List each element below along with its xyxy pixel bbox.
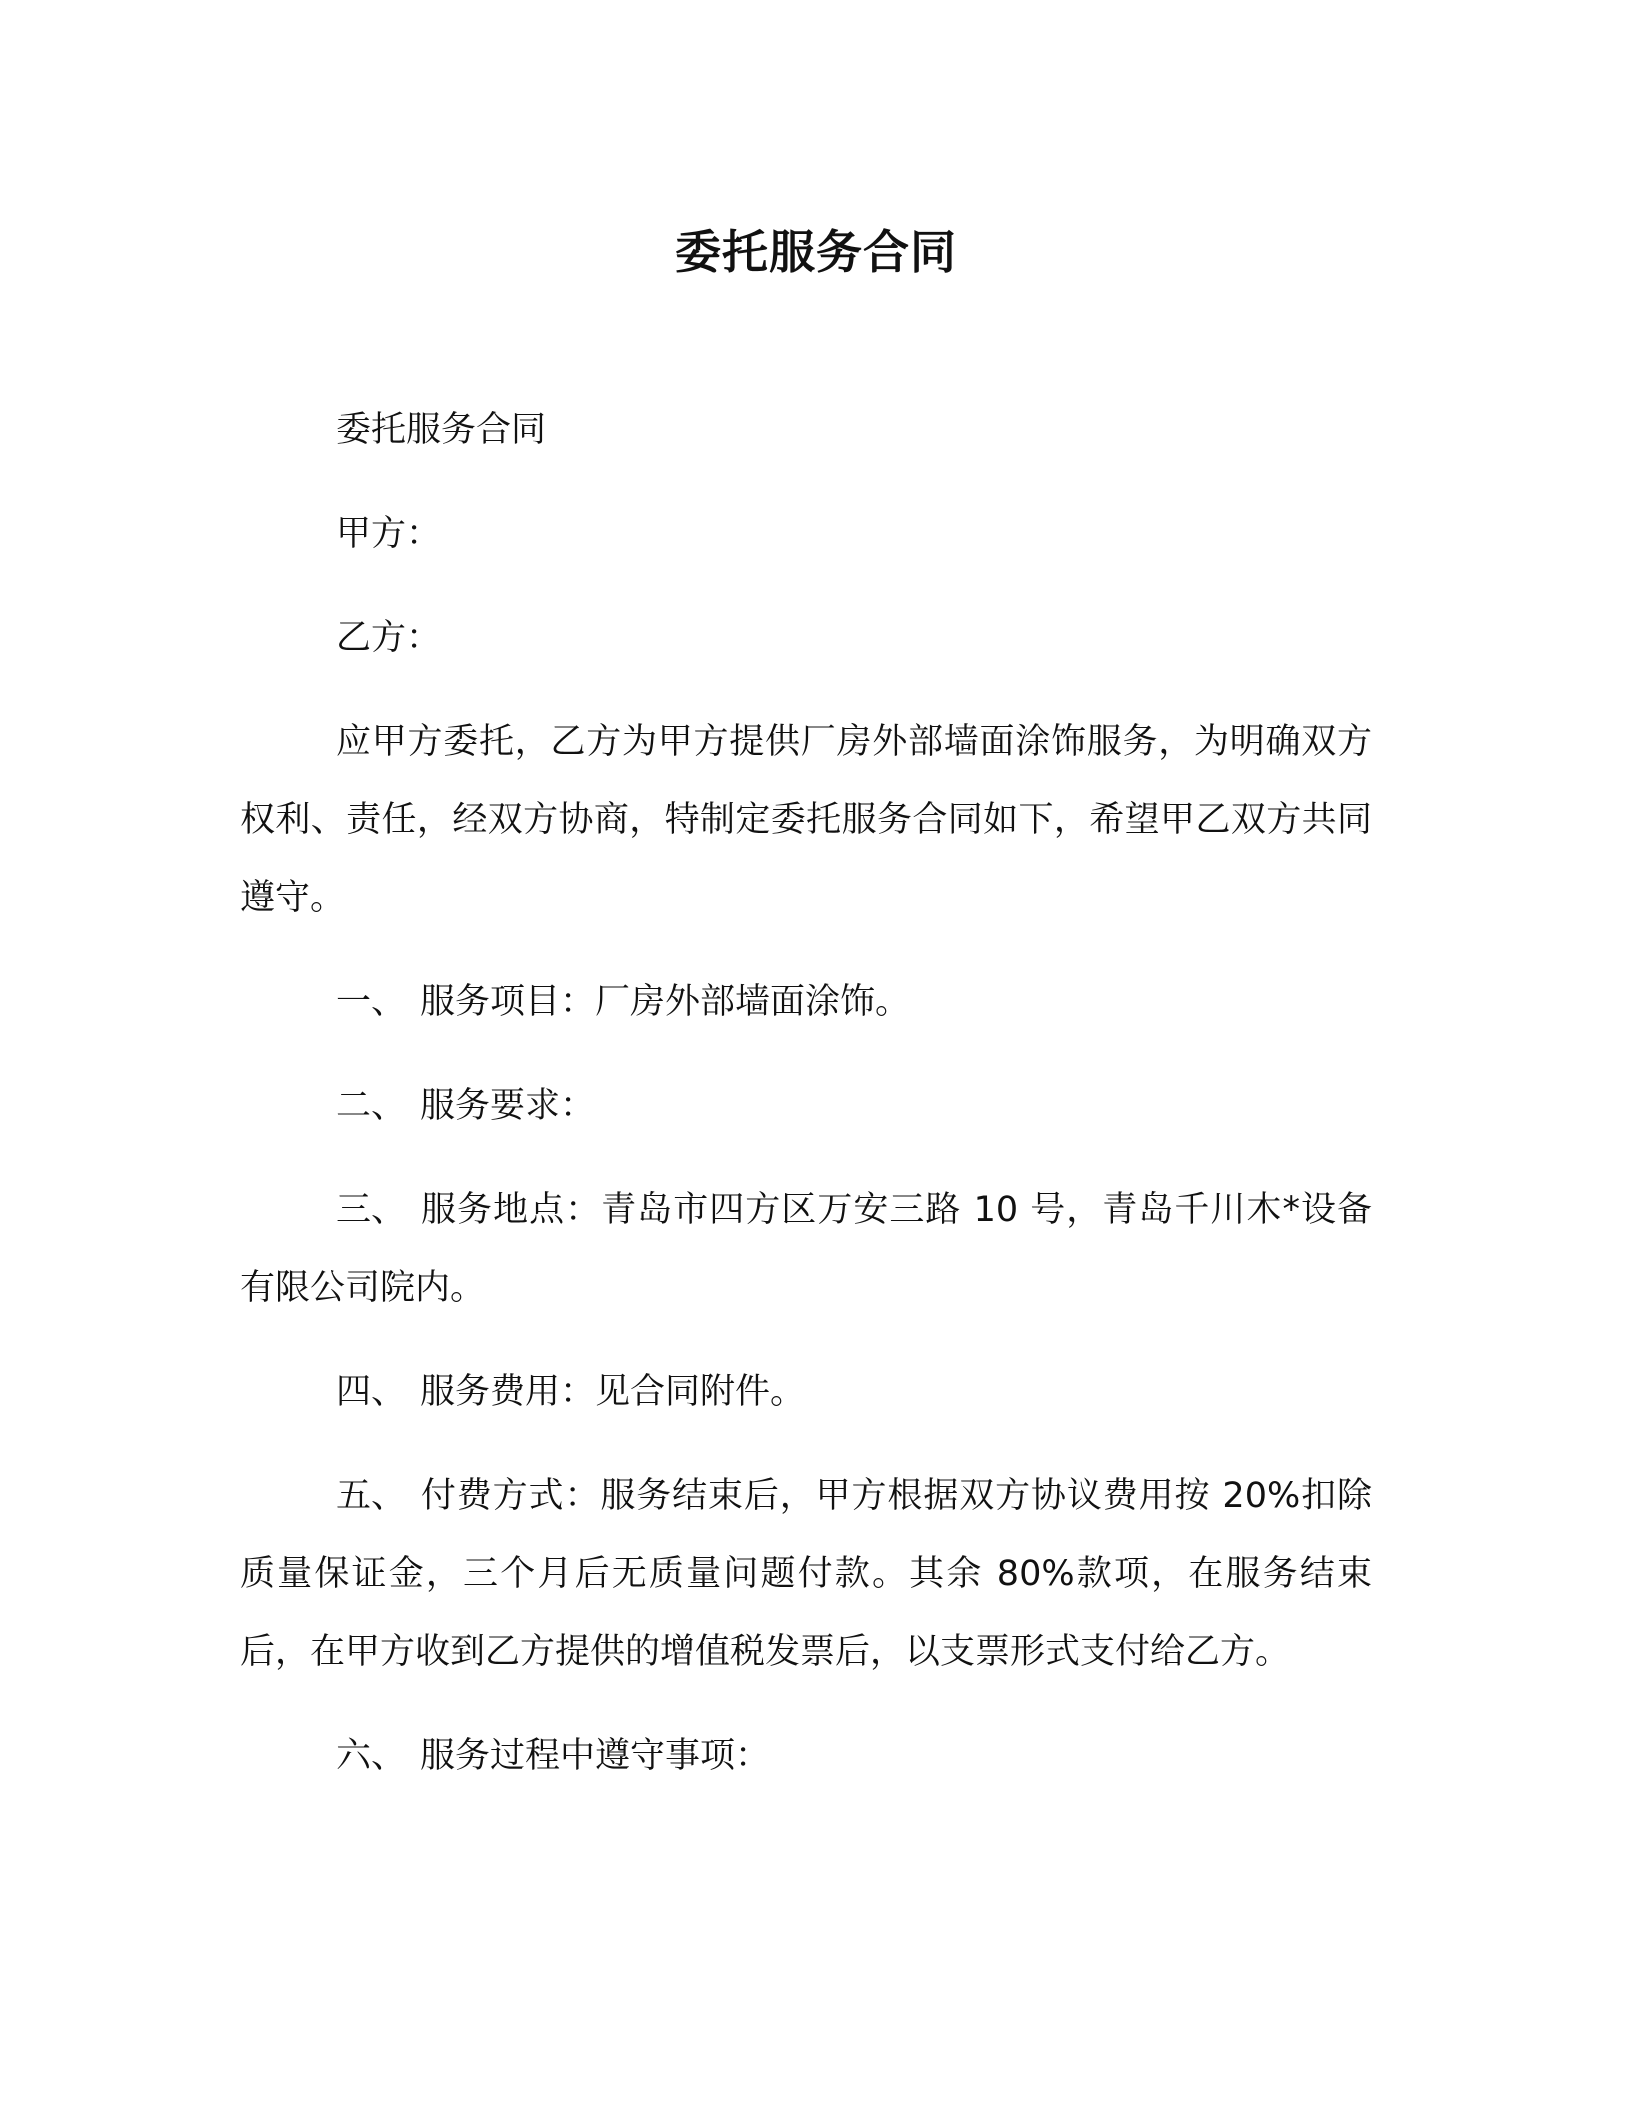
clause-number: 三、: [336, 1190, 407, 1230]
clause-service-location: [240, 1171, 1372, 1327]
clause-number: 五、: [336, 1476, 407, 1516]
clause-service-item: [240, 963, 1372, 1041]
clause-text: 服务要求：: [420, 1086, 596, 1126]
clause-text: 服务费用：见合同附件。: [420, 1372, 806, 1412]
party-a-line: 甲方：: [336, 514, 442, 554]
clause-text: 服务过程中遵守事项：: [420, 1736, 771, 1776]
intro-paragraph: 应甲方委托，乙方为甲方提供厂房外部墙面涂饰服务，为明确双方权利、责任，经双方协商，特制定委托服务合同如下，希望甲乙双方共同遵守。: [240, 722, 1372, 918]
clause-text: 服务地点：青岛市四方区万安三路 10 号，青岛千川木*设备有限公司院内。: [240, 1190, 1372, 1308]
clause-number: 六、: [336, 1736, 407, 1776]
clause-payment-method: [240, 1457, 1372, 1691]
clause-text: 服务项目：厂房外部墙面涂饰。: [420, 982, 911, 1022]
contract-heading: 委托服务合同: [336, 410, 547, 450]
clause-service-requirements: [240, 1067, 1372, 1145]
document-body: [240, 391, 1372, 1821]
clause-text: 付费方式：服务结束后，甲方根据双方协议费用按 20%扣除质量保证金，三个月后无质量问题付款。其余 80%款项，在服务结束后，在甲方收到乙方提供的增值税发票后，以支票形式支付给乙方。: [240, 1476, 1372, 1672]
clause-service-fee: [240, 1353, 1372, 1431]
clause-number: 四、: [336, 1372, 407, 1412]
clause-number: 二、: [336, 1086, 407, 1126]
document-title: 委托服务合同: [675, 225, 957, 279]
party-b-line: 乙方：: [336, 618, 442, 658]
clause-compliance-items: [240, 1717, 1372, 1795]
clause-number: 一、: [336, 982, 407, 1022]
